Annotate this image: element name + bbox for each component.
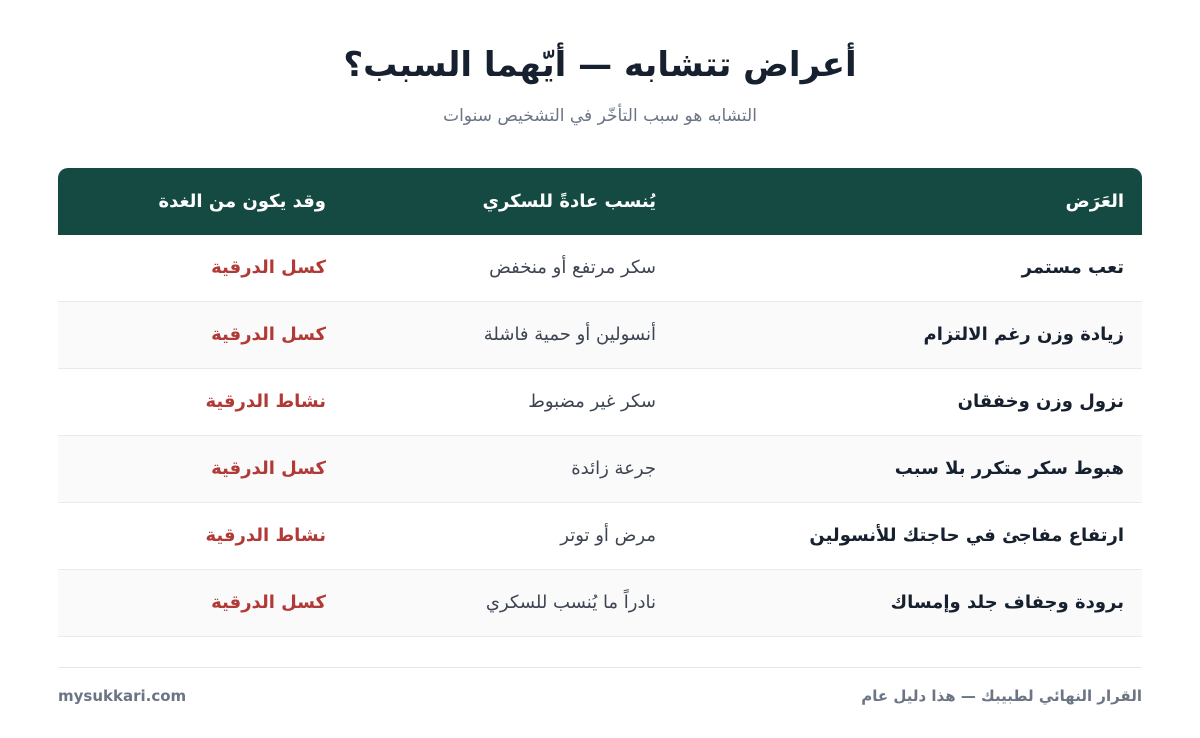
page-subtitle: التشابه هو سبب التأخّر في التشخيص سنوات [443,106,757,126]
page [58,0,1142,738]
footer-disclaimer: القرار النهائي لطبيبك — هذا دليل عام [861,687,1142,705]
symptom-cell: نزول وزن وخفقان [957,391,1124,412]
table-row [58,235,1142,302]
table-row [58,369,1142,436]
table-row [58,436,1142,503]
thyroid-cause-cell: كسل الدرقية [211,592,326,613]
diabetes-cause-cell: مرض أو توتر [560,525,656,546]
thyroid-cause-cell: كسل الدرقية [211,324,326,345]
table-row [58,302,1142,369]
footer [58,682,1142,710]
thyroid-cause-cell: نشاط الدرقية [205,391,326,412]
diabetes-cause-cell: نادراً ما يُنسب للسكري [485,592,656,613]
page-title: أعراض تتشابه — أيّهما السبب؟ [343,45,857,85]
column-header-thyroid: وقد يكون من الغدة [158,190,326,212]
symptom-cell: هبوط سكر متكرر بلا سبب [894,458,1124,479]
column-header-symptom: العَرَض [1065,190,1124,212]
thyroid-cause-cell: كسل الدرقية [211,257,326,278]
thyroid-cause-cell: كسل الدرقية [211,458,326,479]
table-header-row [58,168,1142,235]
symptom-cell: زيادة وزن رغم الالتزام [923,324,1124,345]
table-row [58,570,1142,637]
diabetes-cause-cell: جرعة زائدة [571,458,656,479]
footer-site-link[interactable]: mysukkari.com [58,687,187,705]
symptom-cell: ارتفاع مفاجئ في حاجتك للأنسولين [809,525,1124,546]
symptom-cell: برودة وجفاف جلد وإمساك [890,592,1124,613]
column-header-diabetes: يُنسب عادةً للسكري [482,190,656,212]
diabetes-cause-cell: أنسولين أو حمية فاشلة [483,324,656,345]
diabetes-cause-cell: سكر مرتفع أو منخفض [489,257,656,278]
comparison-table [58,168,1142,637]
table-row [58,503,1142,570]
footer-divider [58,667,1142,668]
thyroid-cause-cell: نشاط الدرقية [205,525,326,546]
symptom-cell: تعب مستمر [1021,257,1124,278]
diabetes-cause-cell: سكر غير مضبوط [528,391,656,412]
